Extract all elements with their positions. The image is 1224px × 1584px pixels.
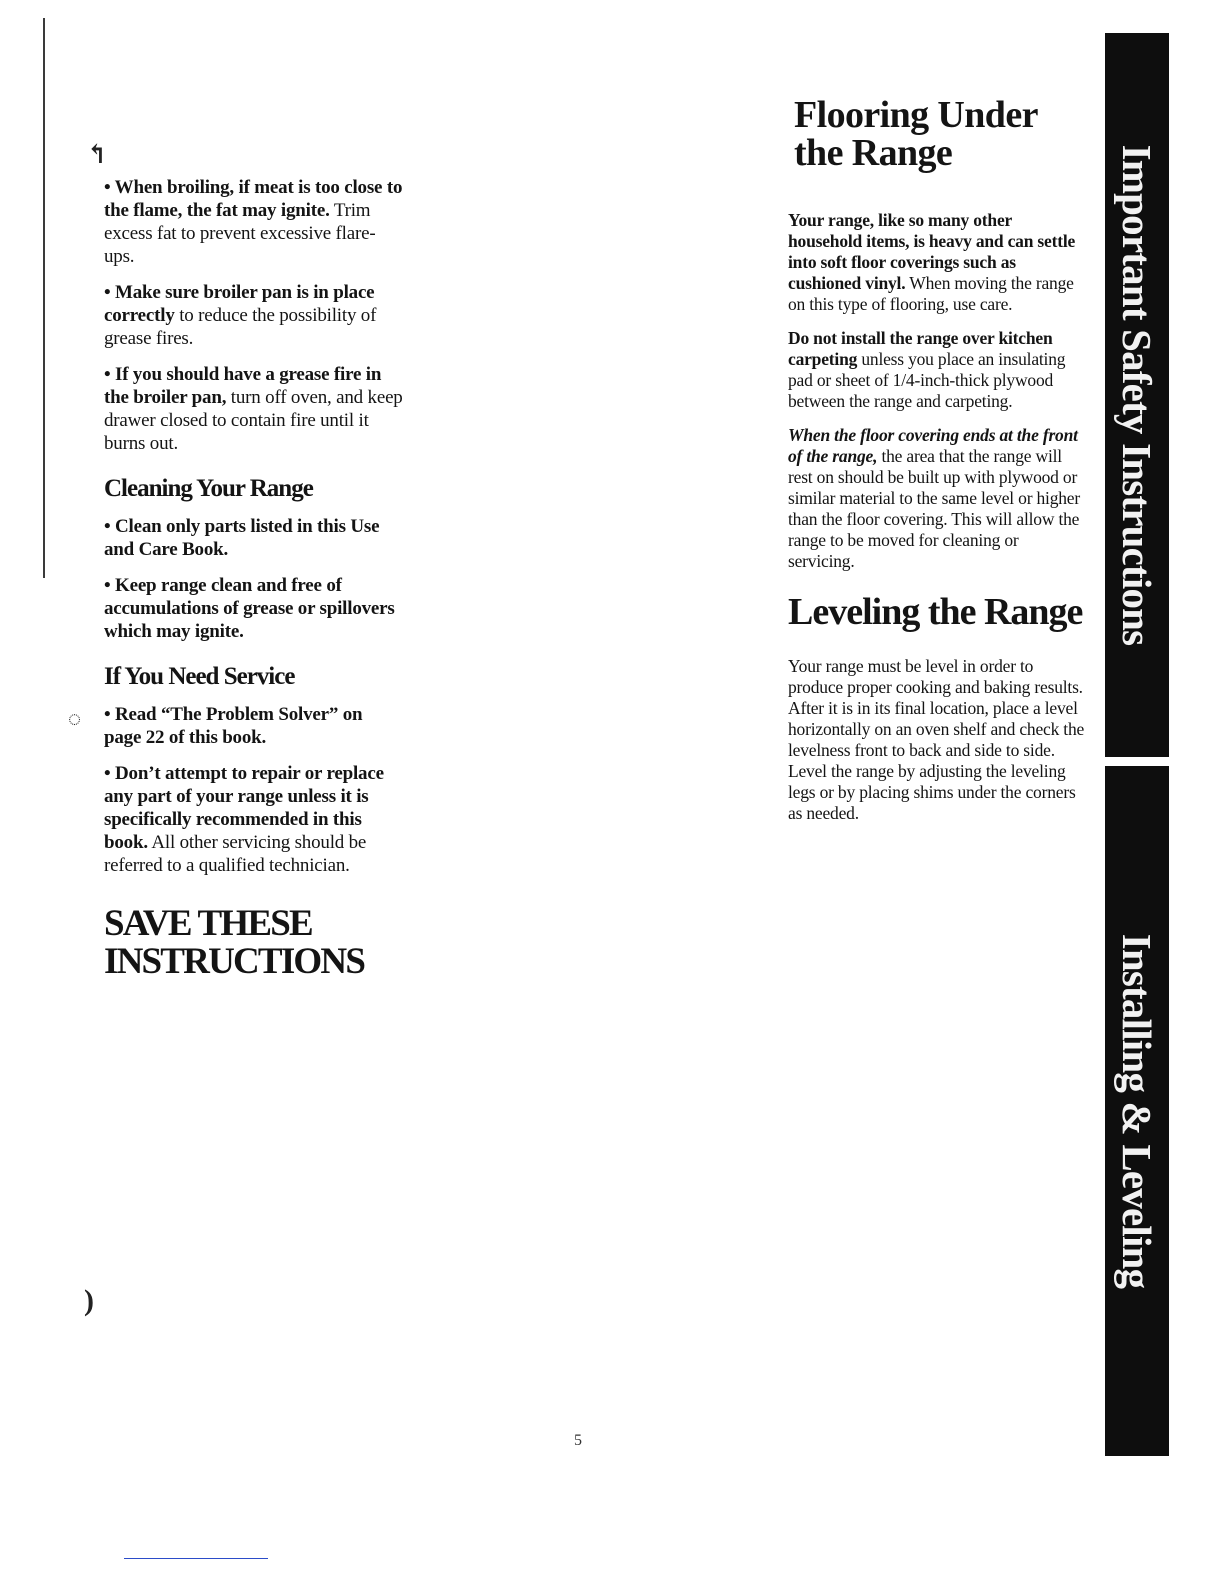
side-tab-installing: Installing & Leveling — [1105, 766, 1169, 1456]
cleaning-heading: Cleaning Your Range — [104, 475, 313, 502]
service-heading: If You Need Service — [104, 663, 295, 690]
footer-rule — [124, 1558, 268, 1559]
side-tab-safety: Important Safety Instructions — [1105, 33, 1169, 757]
save-instructions-heading: SAVE THESE INSTRUCTIONS — [104, 903, 365, 982]
flooring-paragraph-covering: When the floor covering ends at the front of the range, the area that the range will rest on should be built up with plywood or similar material to the same level or higher than the floor covering. This will allow the range to be moved for cleaning or servicing. — [788, 425, 1080, 571]
right-column — [788, 96, 1088, 837]
service-bullet-repair: • Don’t attempt to repair or replace any part of your range unless it is specifically recommended in this book. All other servicing should be referred to a qualified technician. — [104, 763, 384, 876]
scan-edge-line — [43, 18, 45, 578]
leveling-paragraph: Your range must be level in order to produce proper cooking and baking results. After it is in its final location, place a level horizontally on an oven shelf and check the levelness front to back and side to side. Level the range by adjusting the leveling legs or by placing shims under the corners as needed. — [788, 656, 1085, 823]
service-bullet-problem-solver: • Read “The Problem Solver” on page 22 of this book. — [104, 704, 363, 748]
page-number: 5 — [574, 1432, 582, 1449]
broiling-bullet: • When broiling, if meat is too close to the flame, the fat may ignite. Trim excess fat to prevent excessive flare-ups. — [104, 177, 403, 267]
grease-fire-bullet: • If you should have a grease fire in the broiler pan, turn off oven, and keep drawer closed to contain fire until it burns out. — [104, 364, 403, 454]
broiler-pan-bullet: • Make sure broiler pan is in place correctly to reduce the possibility of grease fires. — [104, 282, 377, 349]
cleaning-bullet-parts: • Clean only parts listed in this Use and Care Book. — [104, 516, 380, 560]
flooring-paragraph-carpet: Do not install the range over kitchen carpeting unless you place an insulating pad or sheet of 1/4-inch-thick plywood between the range and carpeting. — [788, 328, 1066, 411]
binder-hole-mark-bottom: ) — [84, 1284, 94, 1317]
leveling-heading: Leveling the Range — [788, 591, 1083, 633]
flooring-heading: Flooring Under the Range — [794, 94, 1038, 174]
left-column — [104, 176, 404, 981]
binder-hole-mark-top: ↰ — [86, 140, 108, 169]
cleaning-bullet-grease: • Keep range clean and free of accumulations of grease or spillovers which may ignite. — [104, 575, 395, 642]
flooring-paragraph-vinyl: Your range, like so many other household items, is heavy and can settle into soft floor coverings such as cushioned vinyl. When moving the range on this type of flooring, use care. — [788, 210, 1076, 314]
binder-hole-mark-middle: ◌ — [68, 706, 82, 731]
